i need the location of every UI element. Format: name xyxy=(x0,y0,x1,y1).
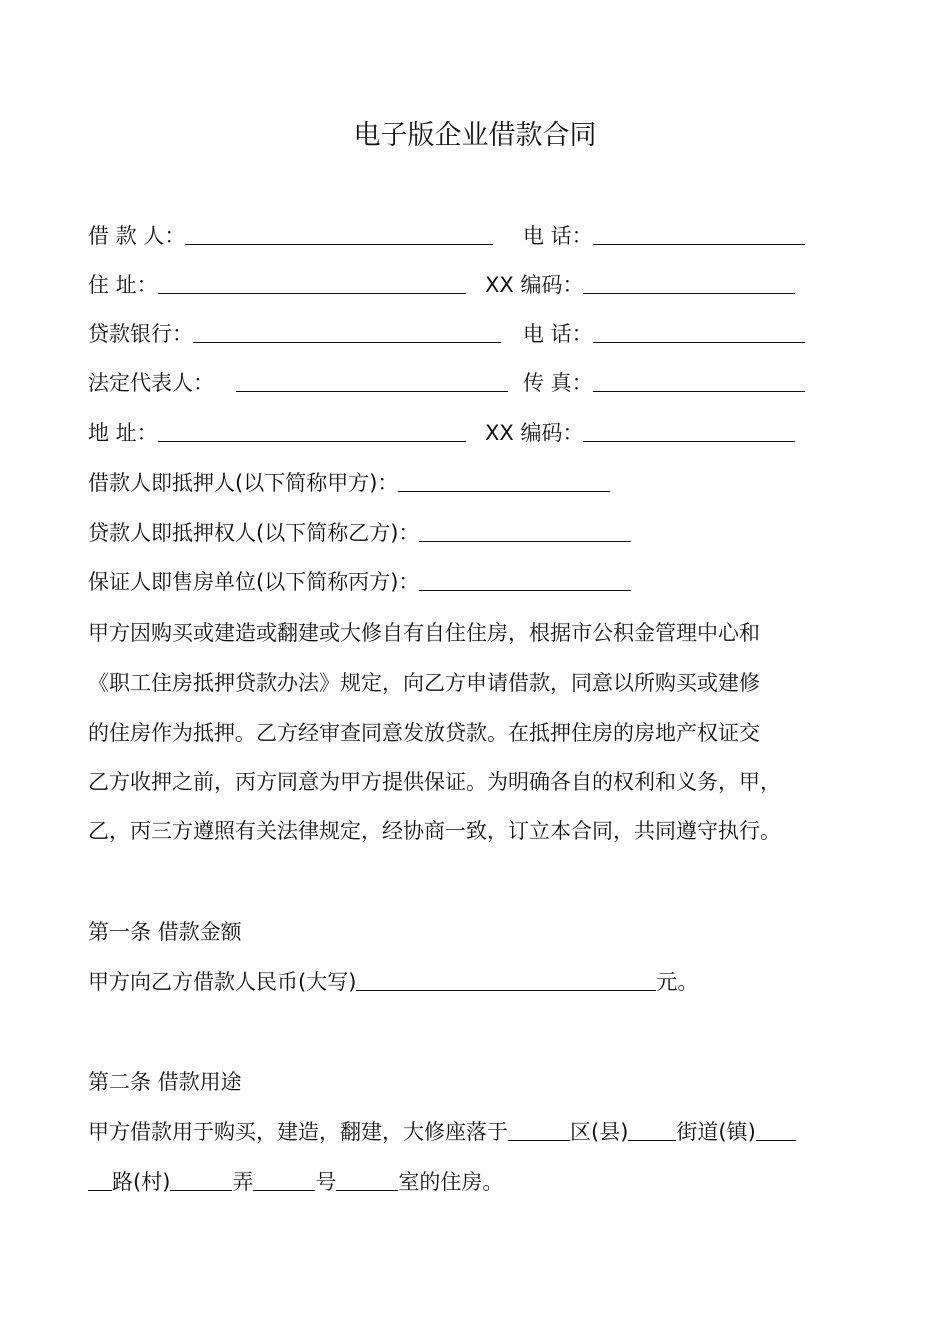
field-label: 借 款 人： xyxy=(88,224,186,248)
field-label: 电 话： xyxy=(523,224,593,248)
document-title: 电子版企业借款合同 xyxy=(353,120,597,151)
article2-text: 街道(镇) xyxy=(676,1120,756,1144)
intro-line: 乙，丙三方遵照有关法律规定，经协商一致，订立本合同，共同遵守执行。 xyxy=(88,819,781,843)
article1-text-before: 甲方向乙方借款人民币(大写) xyxy=(88,970,357,994)
intro-line: 的住房作为抵押。乙方经审查同意发放贷款。在抵押住房的房地产权证交 xyxy=(88,721,760,745)
article1-heading: 第一条 借款金额 xyxy=(88,920,242,944)
article2-line1 xyxy=(88,1112,796,1152)
field-label: 法定代表人： xyxy=(88,371,214,395)
bank-phone-blank[interactable] xyxy=(593,318,805,343)
field-row-postcode xyxy=(485,265,795,305)
field-row-fax xyxy=(523,363,805,403)
bank-address-blank[interactable] xyxy=(158,417,466,442)
district-blank[interactable] xyxy=(508,1116,570,1141)
article1-text xyxy=(88,962,698,1002)
field-row-legal-rep xyxy=(88,363,508,403)
intro-line: 《职工住房抵押贷款办法》规定，向乙方申请借款，同意以所购买或建修 xyxy=(88,671,760,695)
amount-blank[interactable] xyxy=(356,966,656,991)
party-c-row xyxy=(88,562,631,602)
field-row-address xyxy=(88,265,466,305)
party-a-row xyxy=(88,463,610,503)
lane-blank[interactable] xyxy=(170,1166,232,1191)
phone-blank[interactable] xyxy=(593,220,805,245)
field-label: 贷款银行： xyxy=(88,322,193,346)
field-label: XX 编码： xyxy=(485,273,584,297)
field-row-bank-phone xyxy=(523,314,805,354)
field-row-borrower xyxy=(88,216,493,256)
article2-text: 室的住房。 xyxy=(398,1170,504,1194)
article2-text: 号 xyxy=(315,1170,337,1194)
intro-line: 乙方收押之前，丙方同意为甲方提供保证。为明确各自的权利和义务，甲， xyxy=(88,770,781,794)
bank-blank[interactable] xyxy=(193,318,501,343)
article2-text: 路(村) xyxy=(112,1170,171,1194)
fax-blank[interactable] xyxy=(593,367,805,392)
party-label: 借款人即抵押人(以下简称甲方)： xyxy=(88,471,399,495)
field-row-bank-postcode xyxy=(485,413,795,453)
party-b-row xyxy=(88,513,631,553)
bank-postcode-blank[interactable] xyxy=(583,417,795,442)
field-label: 住 址： xyxy=(88,273,158,297)
address-blank[interactable] xyxy=(158,269,466,294)
article2-heading: 第二条 借款用途 xyxy=(88,1070,242,1094)
intro-line: 甲方因购买或建造或翻建或大修自有自住住房，根据市公积金管理中心和 xyxy=(88,621,760,645)
street-blank[interactable] xyxy=(628,1116,676,1141)
field-row-bank xyxy=(88,314,501,354)
article2-text: 弄 xyxy=(232,1170,254,1194)
party-c-blank[interactable] xyxy=(419,566,631,591)
party-b-blank[interactable] xyxy=(419,517,631,542)
borrower-blank[interactable] xyxy=(185,220,493,245)
article2-text: 甲方借款用于购买，建造，翻建，大修座落于 xyxy=(88,1120,508,1144)
field-label: XX 编码： xyxy=(485,421,584,445)
article1-text-after: 元。 xyxy=(656,970,699,994)
legal-rep-blank[interactable] xyxy=(236,367,508,392)
article2-line2 xyxy=(88,1162,503,1202)
field-label: 地 址： xyxy=(88,421,158,445)
field-label: 传 真： xyxy=(523,371,593,395)
field-row-borrower-phone xyxy=(523,216,805,256)
field-label: 电 话： xyxy=(523,322,593,346)
article2-text: 区(县) xyxy=(570,1120,629,1144)
party-label: 保证人即售房单位(以下简称丙方)： xyxy=(88,570,420,594)
postcode-blank[interactable] xyxy=(583,269,795,294)
road-blank-start[interactable] xyxy=(756,1116,796,1141)
party-label: 贷款人即抵押权人(以下简称乙方)： xyxy=(88,521,420,545)
road-blank-end[interactable] xyxy=(88,1166,112,1191)
number-blank[interactable] xyxy=(253,1166,315,1191)
party-a-blank[interactable] xyxy=(398,467,610,492)
field-row-bank-address xyxy=(88,413,466,453)
room-blank[interactable] xyxy=(336,1166,398,1191)
